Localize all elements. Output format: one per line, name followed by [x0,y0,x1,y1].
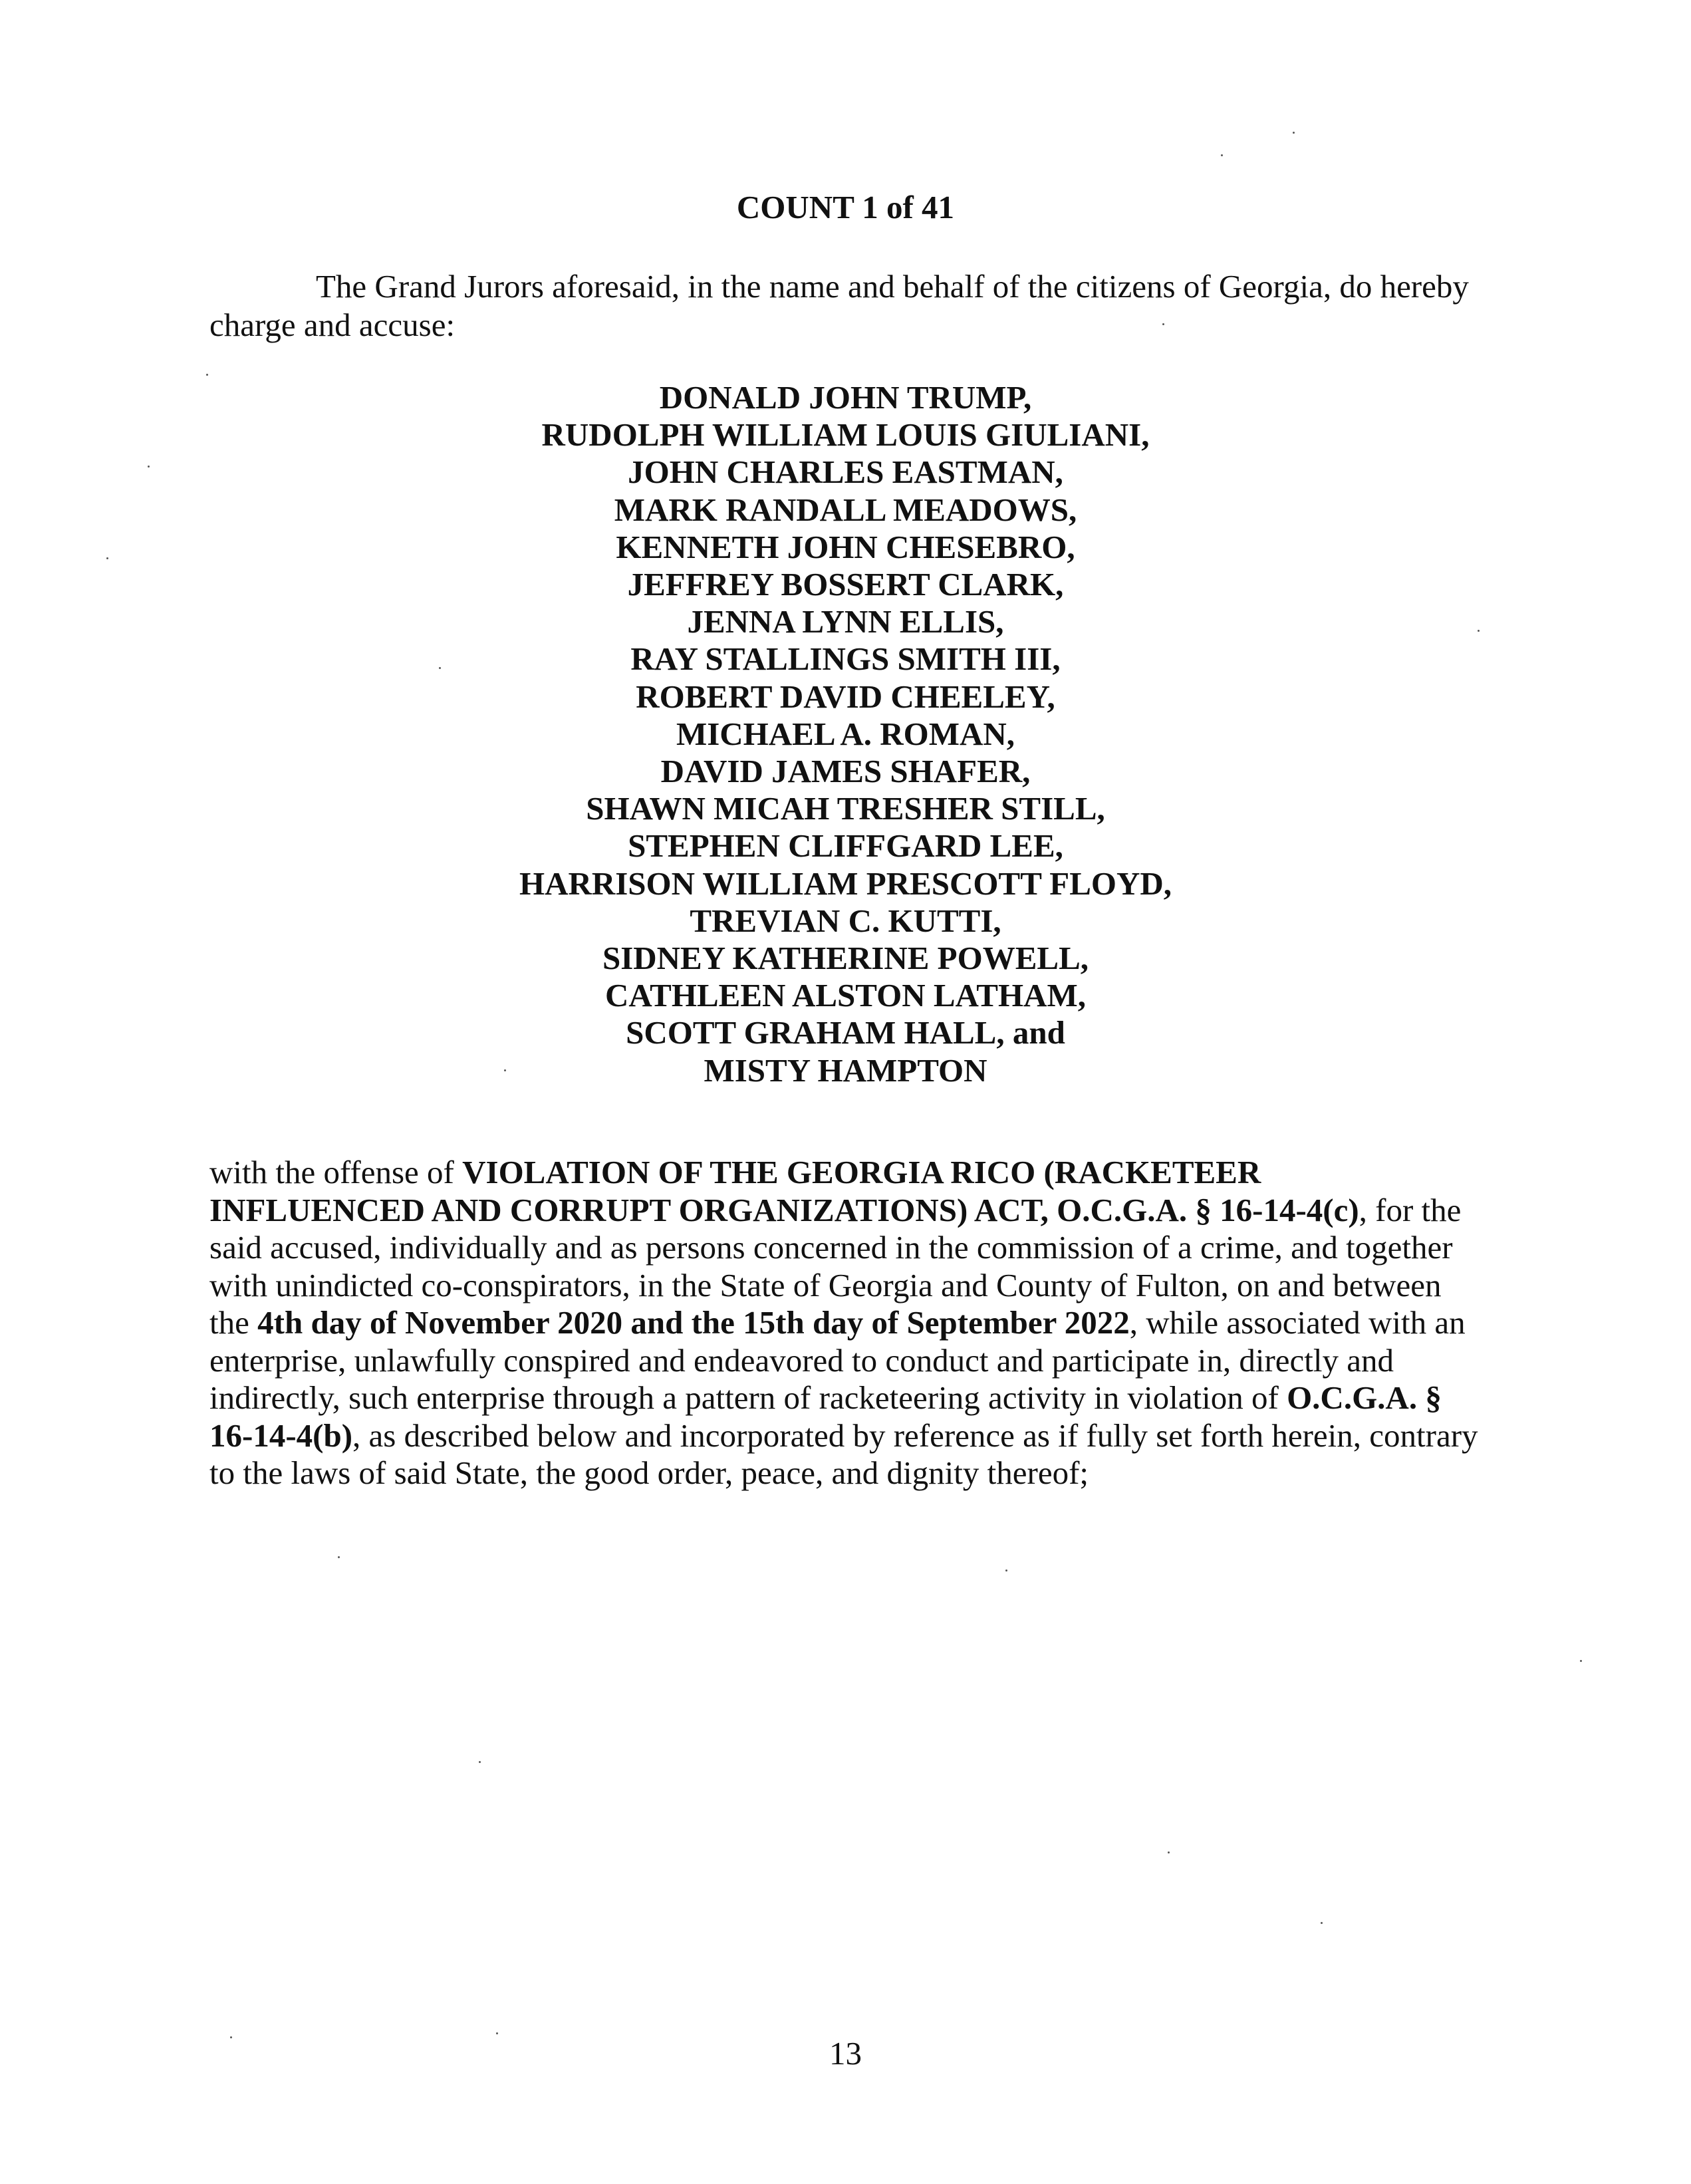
defendant-name: JOHN CHARLES EASTMAN, [628,454,1063,491]
offense-date-range: 4th day of November 2020 and the 15th day of September 2022 [257,1304,1130,1341]
intro-paragraph: The Grand Jurors aforesaid, in the name and behalf of the citizens of Georgia, do hereby charge and accuse: [209,268,1469,343]
offense-line: indirectly, such enterprise through a pattern of racketeering activity in violation of O.C.G.A. § [209,1379,1442,1416]
scan-speck [1221,154,1223,156]
defendant-name: CATHLEEN ALSTON LATHAM, [605,977,1086,1014]
defendant-name: MICHAEL A. ROMAN, [676,715,1015,752]
defendant-name: ROBERT DAVID CHEELEY, [636,678,1055,715]
defendant-name: SCOTT GRAHAM HALL, and [626,1014,1065,1051]
offense-statute-ref: 16-14-4(b) [209,1417,353,1454]
scan-speck [1168,1851,1170,1853]
defendant-name: SHAWN MICAH TRESHER STILL, [586,790,1105,827]
offense-line: INFLUENCED AND CORRUPT ORGANIZATIONS) ACT, O.C.G.A. § 16-14-4(c), for the [209,1191,1462,1228]
offense-line: with unindicted co-conspirators, in the State of Georgia and County of Fulton, on and between [209,1266,1442,1303]
defendant-name: KENNETH JOHN CHESEBRO, [616,528,1075,565]
defendant-list [0,379,1691,1089]
offense-line: with the offense of VIOLATION OF THE GEORGIA RICO (RACKETEER [209,1154,1261,1190]
defendant-name: RUDOLPH WILLIAM LOUIS GIULIANI, [541,416,1150,454]
defendant-name: JENNA LYNN ELLIS, [687,603,1004,640]
offense-line: to the laws of said State, the good order, peace, and dignity thereof; [209,1454,1089,1491]
defendant-name: JEFFREY BOSSERT CLARK, [627,566,1064,603]
scan-speck [1162,323,1164,325]
scan-speck [338,1556,340,1558]
offense-paragraph [209,1154,1493,1492]
offense-line: said accused, individually and as persons concerned in the commission of a crime, and together [209,1229,1453,1266]
scan-speck [479,1761,481,1763]
scan-speck [148,466,150,468]
scan-speck [504,1069,506,1071]
scan-speck [1580,1660,1582,1662]
offense-statute-ref: O.C.G.A. § [1287,1379,1442,1416]
scan-speck [1321,1922,1323,1924]
scan-speck [1478,630,1480,632]
scan-speck [106,557,108,559]
defendant-name: HARRISON WILLIAM PRESCOTT FLOYD, [519,865,1172,902]
offense-line: 16-14-4(b), as described below and incorporated by reference as if fully set forth herein, contrary [209,1417,1478,1454]
scan-speck [496,2032,498,2034]
page-number: 13 [829,2035,862,2072]
defendant-name: MARK RANDALL MEADOWS, [614,491,1077,528]
count-heading: COUNT 1 of 41 [736,189,955,225]
scan-speck [1293,132,1295,134]
offense-line: enterprise, unlawfully conspired and endeavored to conduct and participate in, directly and [209,1341,1394,1379]
scan-speck [206,374,208,376]
defendant-name: DONALD JOHN TRUMP, [659,379,1032,416]
scan-speck [230,2036,232,2038]
defendant-name: MISTY HAMPTON [704,1051,987,1089]
defendant-name: STEPHEN CLIFFGARD LEE, [628,827,1063,865]
defendant-name: SIDNEY KATHERINE POWELL, [602,940,1089,977]
defendant-name: TREVIAN C. KUTTI, [690,902,1001,939]
defendant-name: RAY STALLINGS SMITH III, [630,640,1061,678]
offense-line: the 4th day of November 2020 and the 15th day of September 2022, while associated with an [209,1304,1466,1341]
offense-statute: INFLUENCED AND CORRUPT ORGANIZATIONS) ACT, O.C.G.A. § 16-14-4(c) [209,1191,1359,1228]
defendant-name: DAVID JAMES SHAFER, [660,753,1031,790]
scan-speck [439,667,441,669]
scan-speck [1005,1570,1007,1571]
offense-name: VIOLATION OF THE GEORGIA RICO (RACKETEER [462,1154,1261,1190]
